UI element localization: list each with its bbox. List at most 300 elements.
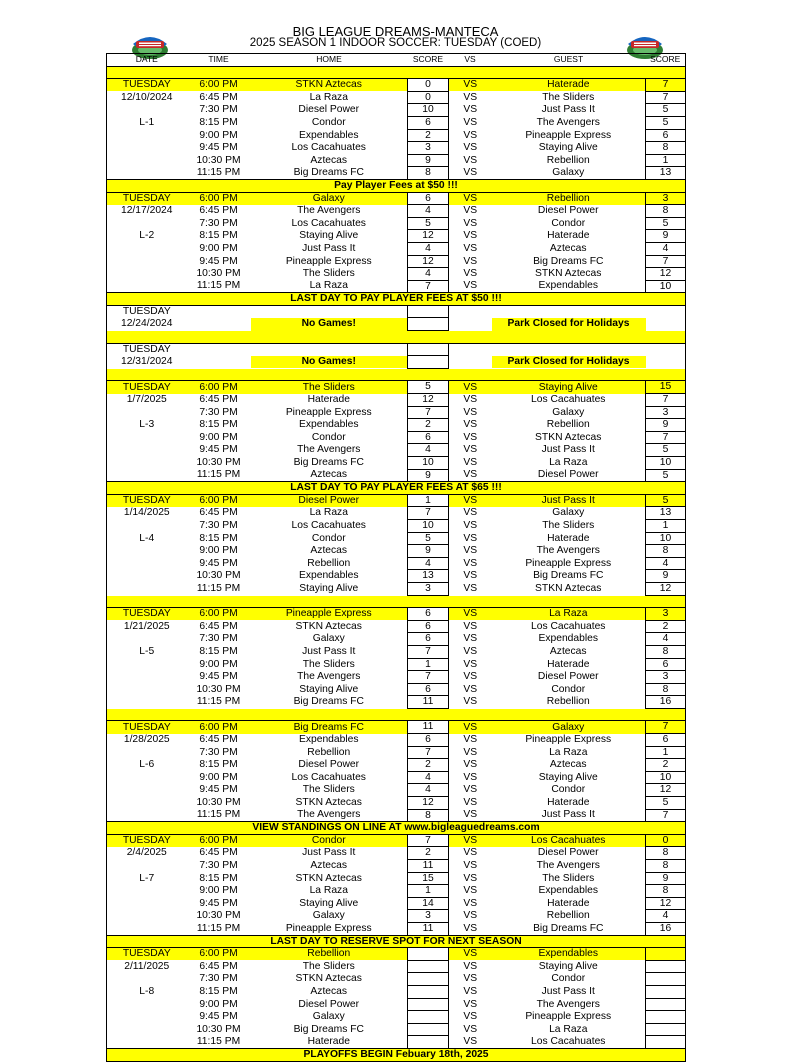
- spacer-row: [107, 708, 686, 721]
- date-label: 1/28/2025: [123, 734, 170, 746]
- game-row: [107, 1036, 686, 1049]
- game-time: 6:45 PM: [199, 394, 238, 406]
- home-score: 3: [408, 910, 449, 923]
- home-score: 10: [408, 519, 449, 532]
- home-score: 7: [408, 645, 449, 658]
- game-row: [107, 872, 686, 885]
- vs-label: VS: [463, 860, 478, 871]
- vs-label: VS: [463, 280, 478, 292]
- vs-label: VS: [463, 897, 478, 909]
- vs-label: VS: [463, 431, 478, 443]
- guest-team: La Raza: [549, 746, 588, 758]
- guest-team: Aztecas: [549, 759, 587, 771]
- vs-label: VS: [463, 771, 478, 783]
- vs-label: VS: [463, 872, 478, 884]
- game-row: [107, 608, 686, 621]
- home-score: [408, 1036, 449, 1049]
- no-games-row: [107, 356, 686, 369]
- game-time: 7:30 PM: [199, 860, 238, 871]
- guest-score: 5: [646, 217, 686, 230]
- banner-row: [107, 1048, 686, 1061]
- game-row: [107, 746, 686, 759]
- day-label: TUESDAY: [122, 306, 171, 318]
- date-label: 2/11/2025: [124, 960, 170, 972]
- game-time: 11:15 PM: [196, 922, 241, 934]
- game-row: [107, 532, 686, 545]
- guest-score: 10: [646, 457, 686, 470]
- date-cell: [107, 167, 187, 180]
- game-row: [107, 922, 686, 935]
- game-time: 11:15 PM: [196, 469, 241, 481]
- date-cell: [107, 444, 187, 457]
- guest-team: Condor: [551, 217, 586, 229]
- game-row: [107, 948, 686, 961]
- home-score: 10: [408, 457, 449, 470]
- home-score: 13: [408, 570, 449, 583]
- home-score: 11: [408, 860, 449, 873]
- game-time: 7:30 PM: [199, 519, 238, 531]
- guest-score: 1: [646, 746, 686, 759]
- guest-score: 12: [646, 784, 686, 797]
- game-row: [107, 142, 686, 155]
- guest-team: Rebellion: [546, 696, 590, 708]
- game-time: 9:45 PM: [199, 1011, 238, 1023]
- vs-label: VS: [463, 205, 478, 217]
- guest-score: 16: [646, 922, 686, 935]
- home-team: Pineapple Express: [285, 406, 372, 418]
- week-label: L-3: [139, 419, 155, 431]
- game-row: [107, 696, 686, 709]
- game-time: 9:00 PM: [199, 545, 238, 557]
- game-row: [107, 645, 686, 658]
- game-row: [107, 885, 686, 898]
- game-time: 11:15 PM: [196, 1036, 241, 1048]
- game-row: [107, 431, 686, 444]
- guest-score: 9: [646, 419, 686, 432]
- date-label: 12/10/2024: [120, 91, 173, 103]
- game-time: 9:00 PM: [199, 242, 238, 254]
- game-time: 6:45 PM: [199, 734, 238, 746]
- date-label: 1/14/2025: [123, 507, 170, 519]
- vs-label: VS: [463, 129, 478, 141]
- guest-score: 1: [646, 154, 686, 167]
- guest-team: Just Pass It: [541, 104, 595, 116]
- game-time: 8:15 PM: [199, 419, 238, 431]
- empty-cell: [187, 318, 251, 331]
- banner-text: LAST DAY TO RESERVE SPOT FOR NEXT SEASON: [107, 935, 686, 948]
- home-team: La Raza: [309, 885, 348, 897]
- column-header: HOME: [251, 54, 408, 67]
- game-time: 7:30 PM: [199, 633, 238, 645]
- spacer-cell: [107, 66, 686, 79]
- guest-score: 2: [646, 759, 686, 772]
- guest-score: [646, 1011, 686, 1024]
- vs-label: VS: [463, 91, 478, 103]
- home-team: Staying Alive: [299, 582, 359, 594]
- game-time: 10:30 PM: [196, 910, 241, 922]
- guest-team: The Avengers: [536, 116, 600, 128]
- day-label: TUESDAY: [122, 343, 171, 355]
- home-team: The Sliders: [302, 784, 355, 796]
- spacer-row: [107, 595, 686, 608]
- day-label: TUESDAY: [107, 79, 187, 92]
- home-team: Galaxy: [251, 192, 408, 205]
- guest-score: 6: [646, 658, 686, 671]
- week-label: L-2: [139, 230, 155, 242]
- guest-score: 8: [646, 545, 686, 558]
- home-score: 12: [408, 797, 449, 810]
- guest-team: Diesel Power: [537, 469, 599, 481]
- guest-team: Staying Alive: [538, 771, 598, 783]
- guest-team: Rebellion: [492, 192, 646, 205]
- home-team: Aztecas: [310, 985, 348, 997]
- home-score: [408, 1011, 449, 1024]
- home-team: The Sliders: [302, 268, 355, 280]
- game-time: 7:30 PM: [199, 746, 238, 758]
- game-row: [107, 960, 686, 973]
- game-time: 10:30 PM: [196, 457, 241, 468]
- game-time: 6:00 PM: [187, 79, 251, 92]
- game-row: [107, 998, 686, 1011]
- home-score: 2: [408, 419, 449, 432]
- home-team: Just Pass It: [302, 645, 356, 657]
- vs-label: VS: [463, 1011, 478, 1023]
- home-team: Diesel Power: [298, 104, 360, 116]
- vs-label: VS: [463, 960, 478, 972]
- game-time: 11:15 PM: [196, 809, 241, 821]
- game-row: [107, 494, 686, 507]
- vs-label: VS: [463, 230, 478, 242]
- vs-label: VS: [449, 834, 492, 847]
- game-row: [107, 205, 686, 218]
- game-time: 10:30 PM: [196, 1023, 241, 1035]
- guest-score: 4: [646, 557, 686, 570]
- home-score: 7: [408, 406, 449, 419]
- guest-team: Haterade: [492, 79, 646, 92]
- guest-team: Haterade: [547, 230, 590, 242]
- empty-cell: [646, 318, 686, 331]
- vs-label: VS: [463, 444, 478, 456]
- home-score: 12: [408, 255, 449, 268]
- home-score: 6: [408, 734, 449, 747]
- game-row: [107, 973, 686, 986]
- day-label: TUESDAY: [107, 608, 187, 621]
- guest-team: Haterade: [547, 797, 590, 809]
- game-row: [107, 79, 686, 92]
- game-row: [107, 381, 686, 394]
- vs-label: VS: [449, 79, 492, 92]
- guest-score: 5: [646, 104, 686, 117]
- game-time: 9:00 PM: [199, 658, 238, 670]
- home-team: Rebellion: [251, 948, 408, 961]
- guest-score: 13: [646, 507, 686, 520]
- game-time: 6:45 PM: [199, 205, 238, 217]
- home-team: The Sliders: [302, 658, 355, 670]
- game-time: 10:30 PM: [196, 154, 241, 166]
- vs-label: VS: [463, 582, 478, 594]
- column-header: SCORE: [408, 54, 449, 67]
- guest-score: 5: [646, 469, 686, 482]
- guest-score: 7: [646, 431, 686, 444]
- home-team: Big Dreams FC: [251, 721, 408, 734]
- home-team: Haterade: [307, 394, 350, 406]
- game-time: 8:15 PM: [199, 230, 238, 242]
- game-row: [107, 721, 686, 734]
- date-label: 12/24/2024: [120, 318, 173, 330]
- game-time: 6:00 PM: [187, 948, 251, 961]
- home-team: Haterade: [307, 1036, 350, 1048]
- home-score: [408, 998, 449, 1011]
- page-title: BIG LEAGUE DREAMS-MANTECA: [292, 24, 499, 39]
- date-cell: [107, 582, 187, 595]
- guest-team: Big Dreams FC: [533, 922, 604, 934]
- guest-team: The Avengers: [536, 998, 600, 1010]
- vs-label: VS: [463, 809, 478, 821]
- vs-label: VS: [463, 671, 478, 683]
- game-row: [107, 545, 686, 558]
- home-score: 1: [408, 885, 449, 898]
- guest-score: 12: [646, 582, 686, 595]
- home-score: 6: [408, 431, 449, 444]
- game-row: [107, 394, 686, 407]
- guest-team: Rebellion: [546, 910, 590, 922]
- date-cell: [107, 910, 187, 923]
- guest-team: Pineapple Express: [525, 129, 612, 141]
- game-row: [107, 268, 686, 281]
- vs-label: VS: [463, 797, 478, 809]
- date-cell: [107, 746, 187, 759]
- home-team: La Raza: [309, 280, 348, 292]
- home-team: Just Pass It: [302, 242, 356, 254]
- guest-score: 8: [646, 142, 686, 155]
- date-cell: [107, 557, 187, 570]
- vs-label: VS: [463, 167, 478, 179]
- home-team: STKN Aztecas: [295, 872, 362, 884]
- home-score: 11: [408, 721, 449, 734]
- date-label: 1/21/2025: [123, 620, 170, 632]
- game-row: [107, 633, 686, 646]
- home-team: STKN Aztecas: [295, 797, 362, 809]
- home-score: 5: [408, 217, 449, 230]
- date-cell: [107, 1023, 187, 1036]
- game-row: [107, 985, 686, 998]
- home-team: Pineapple Express: [285, 255, 372, 267]
- vs-label: VS: [463, 734, 478, 746]
- guest-score: 4: [646, 242, 686, 255]
- game-time: 6:00 PM: [187, 494, 251, 507]
- guest-team: Los Cacahuates: [531, 620, 606, 632]
- home-team: Just Pass It: [302, 847, 356, 859]
- game-row: [107, 255, 686, 268]
- no-games-row: [107, 305, 686, 318]
- date-label: 2/4/2025: [126, 847, 167, 859]
- guest-score: [646, 1036, 686, 1049]
- date-cell: [107, 998, 187, 1011]
- date-cell: [107, 104, 187, 117]
- game-row: [107, 734, 686, 747]
- home-team: Big Dreams FC: [293, 167, 364, 179]
- vs-label: VS: [463, 885, 478, 897]
- game-time: 9:45 PM: [199, 444, 238, 456]
- guest-team: Haterade: [547, 897, 590, 909]
- game-time: 9:00 PM: [199, 771, 238, 783]
- guest-team: Condor: [551, 973, 586, 985]
- day-label: TUESDAY: [107, 381, 187, 394]
- home-score: 11: [408, 696, 449, 709]
- home-team: Diesel Power: [298, 998, 360, 1010]
- home-team: Aztecas: [310, 469, 348, 481]
- game-row: [107, 784, 686, 797]
- date-cell: [107, 658, 187, 671]
- game-time: 8:15 PM: [199, 759, 238, 771]
- guest-team: Expendables: [538, 280, 599, 292]
- vs-label: VS: [463, 658, 478, 670]
- home-score: 6: [408, 633, 449, 646]
- guest-score: 7: [646, 79, 686, 92]
- game-row: [107, 242, 686, 255]
- vs-label: VS: [449, 948, 492, 961]
- date-cell: [107, 570, 187, 583]
- game-time: 8:15 PM: [199, 872, 238, 884]
- home-team: Condor: [311, 431, 346, 443]
- guest-score: [646, 948, 686, 961]
- banner-row: [107, 482, 686, 495]
- guest-score: 10: [646, 532, 686, 545]
- home-team: STKN Aztecas: [295, 620, 362, 632]
- guest-team: Los Cacahuates: [492, 834, 646, 847]
- date-label: 12/17/2024: [120, 205, 173, 217]
- home-team: Expendables: [298, 419, 359, 431]
- vs-label: VS: [463, 394, 478, 406]
- vs-label: VS: [463, 519, 478, 531]
- guest-score: 12: [646, 897, 686, 910]
- guest-team: Expendables: [492, 948, 646, 961]
- home-score: 4: [408, 444, 449, 457]
- guest-score: 16: [646, 696, 686, 709]
- game-time: 9:00 PM: [199, 431, 238, 443]
- date-cell: [107, 683, 187, 696]
- vs-label: VS: [463, 746, 478, 758]
- date-cell: [107, 242, 187, 255]
- home-team: La Raza: [309, 507, 348, 519]
- home-team: Galaxy: [312, 1011, 345, 1023]
- game-row: [107, 860, 686, 873]
- guest-team: Diesel Power: [537, 847, 599, 859]
- guest-team: Expendables: [538, 885, 599, 897]
- game-row: [107, 671, 686, 684]
- home-team: Condor: [311, 532, 346, 544]
- game-row: [107, 91, 686, 104]
- game-row: [107, 759, 686, 772]
- game-time: 9:45 PM: [199, 671, 238, 683]
- spacer-cell: [107, 331, 686, 344]
- guest-score: 8: [646, 683, 686, 696]
- home-score: 9: [408, 154, 449, 167]
- guest-team: Just Pass It: [541, 985, 595, 997]
- home-team: Rebellion: [307, 557, 351, 569]
- day-label: TUESDAY: [107, 192, 187, 205]
- vs-label: VS: [463, 419, 478, 431]
- vs-label: VS: [463, 847, 478, 859]
- home-score: 9: [408, 545, 449, 558]
- vs-label: VS: [463, 104, 478, 116]
- date-label: 1/7/2025: [126, 394, 167, 406]
- guest-score: 13: [646, 167, 686, 180]
- home-score: [408, 973, 449, 986]
- guest-score: 4: [646, 633, 686, 646]
- home-score: 10: [408, 104, 449, 117]
- guest-score: 5: [646, 494, 686, 507]
- home-score: 4: [408, 557, 449, 570]
- game-row: [107, 116, 686, 129]
- game-time: 9:45 PM: [199, 557, 238, 569]
- date-cell: [107, 897, 187, 910]
- guest-score: [646, 960, 686, 973]
- guest-score: 8: [646, 205, 686, 218]
- home-score: 7: [408, 507, 449, 520]
- banner-text: LAST DAY TO PAY PLAYER FEES AT $65 !!!: [107, 482, 686, 495]
- date-cell: [107, 280, 187, 293]
- date-cell: [107, 860, 187, 873]
- home-team: The Avengers: [297, 444, 361, 456]
- guest-score: 10: [646, 771, 686, 784]
- game-time: 6:00 PM: [187, 192, 251, 205]
- guest-team: Staying Alive: [492, 381, 646, 394]
- spacer-cell: [107, 368, 686, 381]
- guest-score: 6: [646, 129, 686, 142]
- home-team: Staying Alive: [299, 897, 359, 909]
- banner-row: [107, 179, 686, 192]
- empty-cell: [449, 343, 686, 356]
- guest-team: Pineapple Express: [525, 557, 612, 569]
- blank-score: [408, 305, 449, 318]
- game-time: 6:45 PM: [199, 847, 238, 859]
- home-score: [408, 948, 449, 961]
- guest-team: Rebellion: [546, 154, 590, 166]
- guest-score: 7: [646, 255, 686, 268]
- date-cell: [107, 431, 187, 444]
- guest-team: STKN Aztecas: [535, 582, 602, 594]
- game-time: 9:00 PM: [199, 998, 238, 1010]
- home-score: [408, 960, 449, 973]
- home-score: 6: [408, 620, 449, 633]
- guest-team: Big Dreams FC: [533, 255, 604, 267]
- game-row: [107, 771, 686, 784]
- vs-label: VS: [463, 255, 478, 267]
- vs-label: VS: [463, 242, 478, 254]
- home-score: 7: [408, 280, 449, 293]
- game-time: 10:30 PM: [196, 797, 241, 809]
- game-row: [107, 230, 686, 243]
- game-row: [107, 897, 686, 910]
- no-games-label: No Games!: [251, 318, 408, 331]
- spacer-cell: [107, 708, 686, 721]
- game-time: 9:00 PM: [199, 885, 238, 897]
- banner-text: VIEW STANDINGS ON LINE AT www.bigleaguedreams.com: [107, 822, 686, 835]
- guest-team: Los Cacahuates: [531, 394, 606, 406]
- empty-cell: [187, 356, 251, 369]
- home-team: Big Dreams FC: [293, 1023, 364, 1035]
- home-team: Aztecas: [310, 545, 348, 557]
- guest-team: Diesel Power: [537, 671, 599, 683]
- week-label: L-6: [139, 759, 155, 771]
- date-cell: [107, 973, 187, 986]
- vs-label: VS: [463, 998, 478, 1010]
- guest-team: Aztecas: [549, 242, 587, 254]
- vs-label: VS: [449, 192, 492, 205]
- spacer-row: [107, 368, 686, 381]
- guest-score: 2: [646, 620, 686, 633]
